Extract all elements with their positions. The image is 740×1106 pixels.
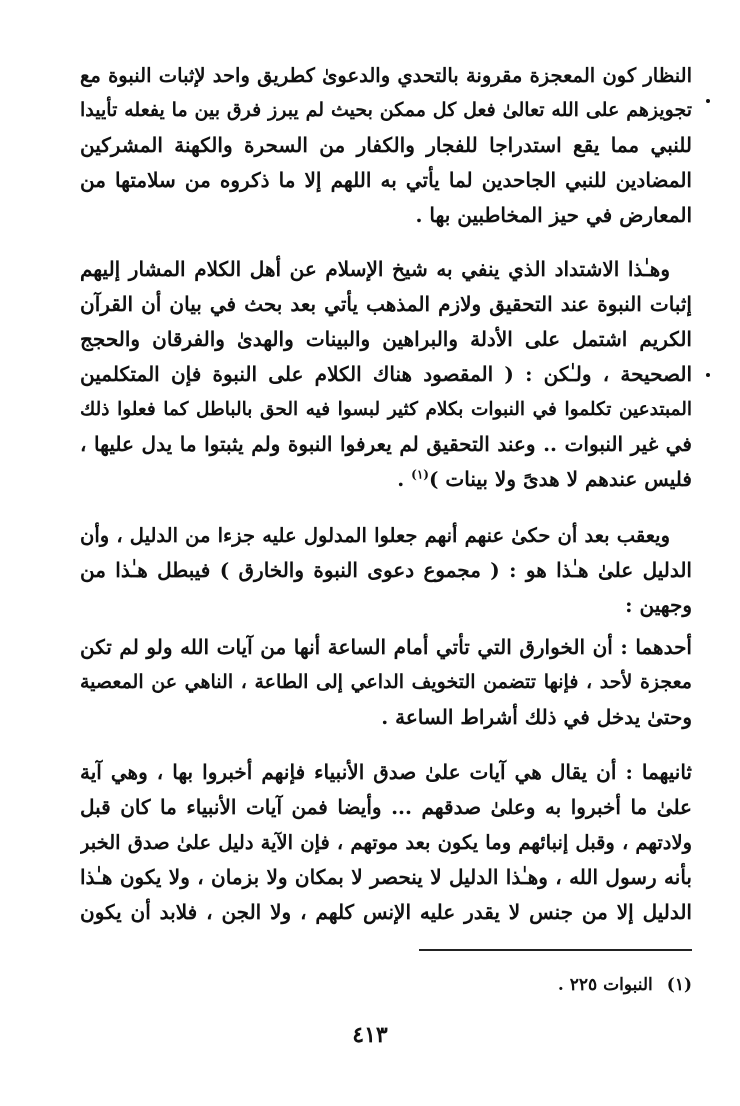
point-heading: أحدهما : bbox=[620, 635, 692, 659]
text-line: المعارض في حيز المخاطبين بها . bbox=[415, 203, 692, 227]
text-line: النظار كون المعجزة مقرونة بالتحدي والدعوىٰ كطريق واحد لإثبات النبوة مع bbox=[80, 64, 692, 87]
text-line: الصحيحة ، ولـٰكن : ( المقصود هناك الكلام على النبوة فإن المتكلمين bbox=[80, 362, 692, 386]
text-line: علىٰ ما أخبروا به وعلىٰ صدقهم ... وأيضا فمن آيات الأنبياء ما كان قبل bbox=[80, 795, 692, 819]
paragraph-5 bbox=[80, 755, 692, 930]
footnote-number: (١) bbox=[666, 975, 692, 995]
text-line: ولادتهم ، وقبل إنبائهم وما يكون بعد موتهم ، فإن الآية دليل علىٰ صدق الخبر bbox=[80, 831, 692, 854]
text-line: معجزة لأحد ، فإنها تتضمن التخويف الداعي إلى الطاعة ، الناهي عن المعصية bbox=[80, 671, 692, 693]
paragraph-3 bbox=[80, 518, 692, 623]
paragraph-4 bbox=[80, 630, 692, 735]
margin-mark bbox=[706, 99, 710, 103]
margin-mark bbox=[706, 373, 710, 377]
text-line: ويعقب بعد أن حكىٰ عنهم أنهم جعلوا المدلول عليه جزءا من الدليل ، وأن bbox=[80, 524, 670, 547]
text-line: المضادين للنبي الجاحدين لما يأتي به اللهم إلا ما ذكروه من سلامتها من bbox=[80, 168, 692, 192]
footnote-reference: (١) bbox=[411, 467, 429, 482]
text-line: المبتدعين تكلموا في النبوات بكلام كثير لبسوا فيه الحق بالباطل كما فعلوا ذلك bbox=[80, 399, 692, 420]
text-line bbox=[80, 630, 692, 665]
text-line: الدليل إلا من جنس لا يقدر عليه الإنس كلهم ، ولا الجن ، فلابد أن يكون bbox=[80, 900, 692, 924]
footnote-text: النبوات ٢٢٥ . bbox=[557, 975, 653, 995]
footnote bbox=[558, 975, 692, 995]
text-line: الكريم اشتمل على الأدلة والبراهين والبينات والهدىٰ والفرقان والحجج bbox=[80, 327, 692, 351]
sentence-end: . bbox=[397, 467, 412, 491]
text-line: وهـٰذا الاشتداد الذي ينفي به شيخ الإسلام عن أهل الكلام المشار إليهم bbox=[80, 257, 670, 281]
text-line: تجويزهم على الله تعالىٰ فعل كل ممكن بحيث لم يبرز فرق بين ما يفعله تأييدا bbox=[80, 99, 692, 121]
text-line: بأنه رسول الله ، وهـٰذا الدليل لا ينحصر لا بمكان ولا بزمان ، ولا يكون هـٰذا bbox=[80, 865, 692, 889]
text-line: وجهين : bbox=[625, 593, 692, 617]
text-line bbox=[80, 755, 692, 790]
text-line: في غير النبوات .. وعند التحقيق لم يعرفوا النبوة ولم يثبتوا ما يدل عليها ، bbox=[80, 432, 692, 456]
text-span: أن الخوارق التي تأتي أمام الساعة أنها من آيات الله ولو لم تكن bbox=[80, 635, 621, 659]
footnote-divider bbox=[419, 949, 692, 951]
text-line bbox=[80, 462, 692, 497]
paragraph-1 bbox=[80, 58, 692, 233]
quote-end: فليس عندهم لا هدىً ولا بينات ) bbox=[428, 467, 692, 491]
text-line: للنبي مما يقع استدراجا للفجار والكفار من السحرة والكهنة المشركين bbox=[80, 133, 692, 157]
text-line: إثبات النبوة عند التحقيق ولازم المذهب يأتي بعد بحث في بيان أن القرآن bbox=[80, 292, 692, 316]
paragraph-2 bbox=[80, 252, 692, 497]
text-line: وحتىٰ يدخل في ذلك أشراط الساعة . bbox=[381, 705, 692, 729]
text-span: أن يقال هي آيات علىٰ صدق الأنبياء فإنهم أخبروا بها ، وهي آية bbox=[80, 760, 626, 784]
text-line: الدليل علىٰ هـٰذا هو : ( مجموع دعوى النبوة والخارق ) فيبطل هـٰذا من bbox=[80, 558, 692, 582]
point-heading: ثانيهما : bbox=[625, 760, 692, 784]
page-number: ٤١٣ bbox=[352, 1022, 388, 1048]
